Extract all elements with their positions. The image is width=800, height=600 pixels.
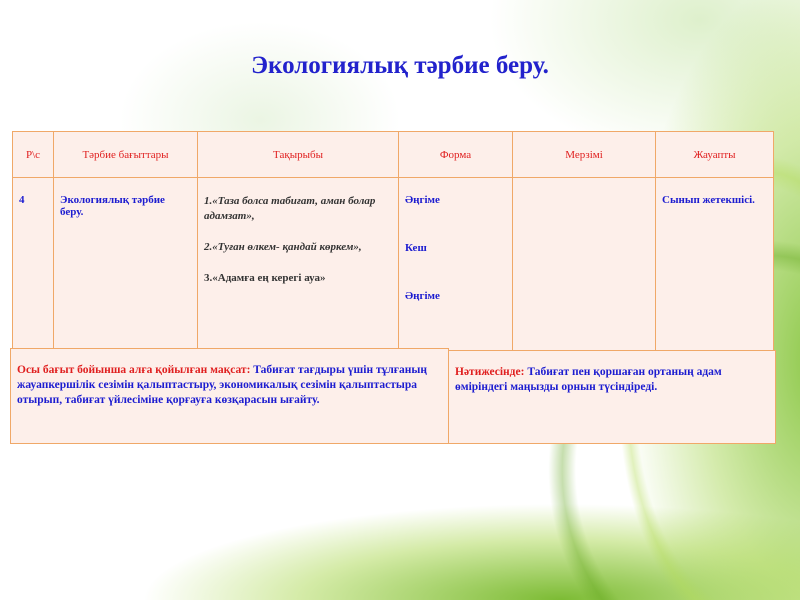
header-responsible: Жауапты	[656, 132, 774, 178]
goal-text: Табиғат тағдыры үшін тұлғаның жауапкершілік сезімін қалыптастыру, экономикалық сезімін қалыптастыра отырып, табиғат үйлесіміне қорғауға көзқарасын ығайту.	[17, 364, 428, 406]
form-item: Әңгіме	[405, 194, 440, 206]
table-header-row	[13, 132, 774, 178]
form-item: Кеш	[405, 242, 427, 254]
cell-responsible: Сынып жетекшісі.	[656, 178, 774, 381]
result-box	[448, 350, 776, 444]
goal-box	[10, 348, 449, 444]
cell-num: 4	[13, 178, 54, 381]
plan-table	[12, 131, 774, 381]
topic-item: 3.«Адамға ең керегі ауа»	[204, 272, 326, 284]
header-direction: Тәрбие бағыттары	[54, 132, 198, 178]
form-item: Әңгіме	[405, 290, 440, 302]
header-topic: Тақырыбы	[198, 132, 399, 178]
topic-item: 1.«Таза болса табиғат, аман болар адамзат»,	[204, 195, 376, 222]
header-form: Форма	[399, 132, 513, 178]
result-text: Табиғат пен қоршаған ортаның адам өміріндегі маңызды орнын түсіндіреді.	[455, 366, 722, 393]
result-label: Нәтижесінде:	[455, 366, 525, 378]
header-term: Мерзімі	[513, 132, 656, 178]
goal-label: Осы бағыт бойынша алға қойылған мақсат:	[17, 364, 251, 376]
header-num: Р\с	[13, 132, 54, 178]
topic-item: 2.«Туған өлкем- қандай көркем»,	[204, 241, 362, 253]
cell-direction: Экологиялық тәрбие беру.	[54, 178, 198, 381]
slide-title: Экологиялық тәрбие беру.	[251, 52, 549, 79]
